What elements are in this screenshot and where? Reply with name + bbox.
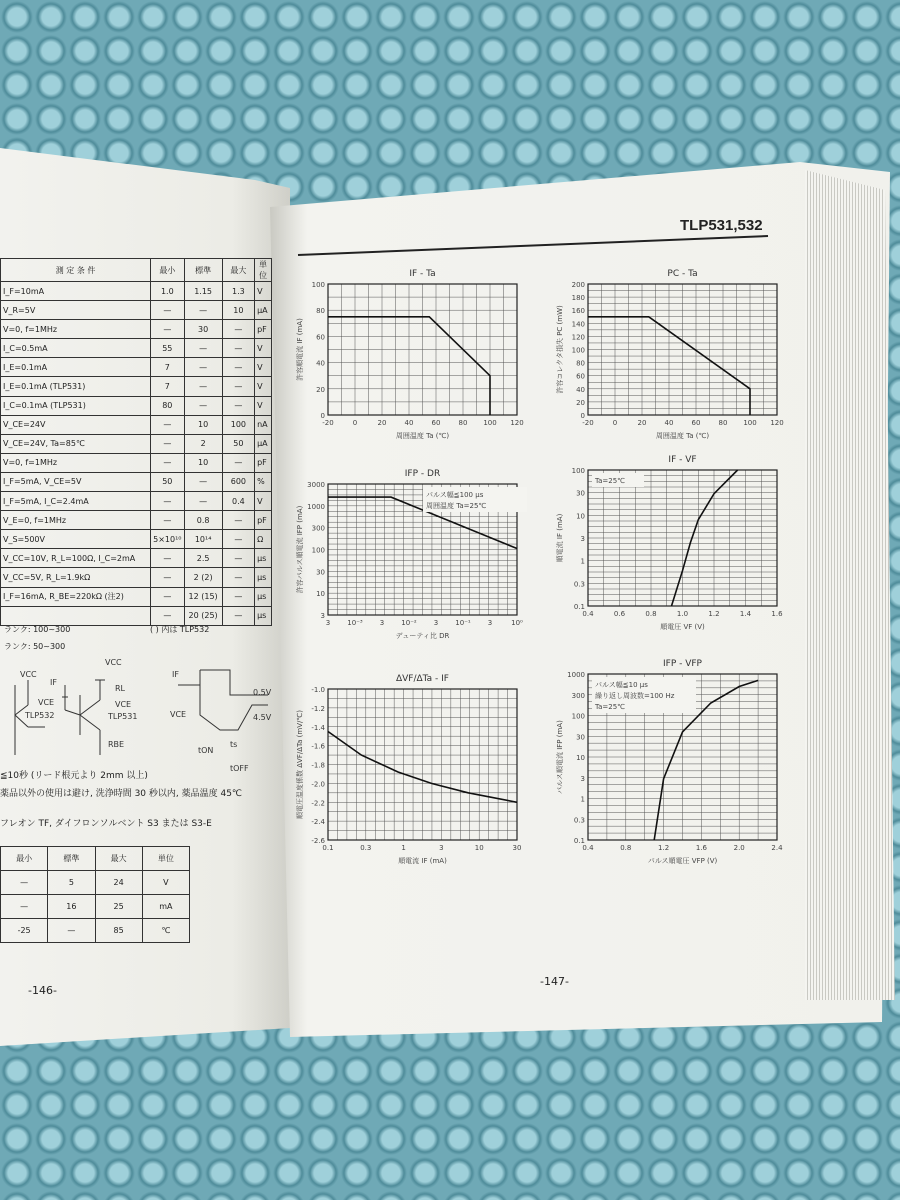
table-cell: 1.15 <box>184 282 222 301</box>
chart-ifp-vfp <box>552 652 797 872</box>
table-cell: — <box>151 587 184 606</box>
chart-title: IFP - VFP <box>663 659 702 669</box>
chart-grid <box>588 284 777 415</box>
x-tick-label: 1.2 <box>658 844 670 852</box>
label-rbe: RBE <box>108 740 125 749</box>
table-cell: V_R=5V <box>1 301 151 320</box>
y-tick-label: -2.4 <box>311 818 325 827</box>
table-row <box>1 358 272 377</box>
table-cell: 1.0 <box>151 282 184 301</box>
x-axis-label: 周囲温度 Ta (℃) <box>655 432 710 440</box>
spec-header-cell: 測 定 条 件 <box>1 259 151 282</box>
y-tick-label: 300 <box>311 524 325 533</box>
chart-title: IF - Ta <box>409 269 436 279</box>
table-cell: 12 (15) <box>184 587 222 606</box>
table-cell: — <box>151 434 184 453</box>
label-rl: RL <box>115 684 126 693</box>
table-row <box>1 434 272 453</box>
x-tick-label: 0 <box>612 419 618 427</box>
x-tick-label: 60 <box>431 419 441 427</box>
label-tlp531: TLP531 <box>108 712 138 721</box>
chart-title: PC - Ta <box>667 269 698 279</box>
table-cell: 7 <box>151 377 184 396</box>
spec-header-cell: 最小 <box>151 259 184 282</box>
y-tick-label: 180 <box>571 294 585 303</box>
table-row <box>1 871 190 895</box>
table-cell: — <box>151 549 184 568</box>
right-page-number: -147- <box>540 975 569 988</box>
table-row <box>1 301 272 320</box>
label-ts: ts <box>230 740 238 749</box>
table-cell: 0.4 <box>222 492 254 511</box>
x-tick-label: 10⁻² <box>401 619 417 627</box>
header-rule <box>298 230 773 260</box>
table-cell: μs <box>255 549 272 568</box>
table-row <box>1 377 272 396</box>
table-cell: V_CE=24V <box>1 415 151 434</box>
y-tick-label: 160 <box>571 307 585 316</box>
y-tick-label: 100 <box>571 346 585 355</box>
table-row <box>1 396 272 415</box>
y-tick-label: 140 <box>571 320 585 329</box>
x-tick-label: -20 <box>322 419 334 427</box>
y-tick-label: 60 <box>576 372 585 381</box>
x-tick-label: 10⁰ <box>511 619 523 627</box>
table-cell: — <box>184 358 222 377</box>
table-cell: V_CC=5V, R_L=1.9kΩ <box>1 568 151 587</box>
table-cell: V=0, f=1MHz <box>1 453 151 472</box>
y-tick-label: 3000 <box>307 481 325 489</box>
x-tick-label: 0.3 <box>360 844 372 852</box>
label-ton: tON <box>198 746 214 755</box>
y-tick-label: 80 <box>576 359 585 368</box>
table-cell: I_F=5mA, I_C=2.4mA <box>1 492 151 511</box>
chart-title: IFP - DR <box>404 469 441 479</box>
y-tick-label: 10 <box>576 512 585 521</box>
table-cell: V=0, f=1MHz <box>1 320 151 339</box>
table-cell: 16 <box>48 895 95 919</box>
y-tick-label: 0.3 <box>573 580 585 589</box>
table-cell: — <box>151 415 184 434</box>
table-cell: — <box>1 895 48 919</box>
operating-conditions-table <box>0 846 190 943</box>
x-tick-label: 100 <box>483 419 497 427</box>
x-tick-label: 3 <box>379 619 385 627</box>
y-tick-label: 60 <box>316 333 325 342</box>
table-cell: 2.5 <box>184 549 222 568</box>
x-tick-label: 120 <box>770 419 784 427</box>
y-tick-label: 0.1 <box>573 837 585 845</box>
table-cell: 10¹⁴ <box>184 530 222 549</box>
label-if: IF <box>50 678 57 687</box>
table-row <box>1 606 272 625</box>
table-cell: 2 <box>184 434 222 453</box>
small-header-cell: 標準 <box>48 847 95 871</box>
table-cell: — <box>222 549 254 568</box>
table-cell: μs <box>255 587 272 606</box>
table-cell: 50 <box>151 472 184 491</box>
y-tick-label: 0.1 <box>573 603 585 611</box>
table-cell: — <box>222 511 254 530</box>
table-cell: I_C=0.5mA <box>1 339 151 358</box>
table-cell: 7 <box>151 358 184 377</box>
table-cell: μs <box>255 568 272 587</box>
table-cell: — <box>151 511 184 530</box>
y-tick-label: 100 <box>311 281 325 289</box>
table-cell <box>1 606 151 625</box>
x-tick-label: 120 <box>510 419 524 427</box>
small-table-header <box>1 847 190 871</box>
x-tick-label: 3 <box>433 619 439 627</box>
x-tick-label: 40 <box>404 419 414 427</box>
table-cell: 5×10¹⁰ <box>151 530 184 549</box>
table-row <box>1 919 190 943</box>
chart-annotation: Ta=25℃ <box>595 477 626 485</box>
table-cell: μA <box>255 301 272 320</box>
table-cell: 600 <box>222 472 254 491</box>
spec-table-header <box>1 259 272 282</box>
y-tick-label: -1.0 <box>311 686 325 694</box>
chart-if-ta <box>292 262 537 447</box>
table-cell: V <box>255 339 272 358</box>
chart-grid <box>328 689 517 840</box>
y-tick-label: 0 <box>580 412 585 420</box>
table-cell: 10 <box>184 415 222 434</box>
y-axis-label: 順電流 IF (mA) <box>556 513 564 563</box>
x-tick-label: 0.1 <box>322 844 334 852</box>
table-cell: — <box>151 606 184 625</box>
table-row <box>1 895 190 919</box>
x-axis-label: パルス順電圧 VFP (V) <box>647 857 718 865</box>
table-cell: V_CC=10V, R_L=100Ω, I_C=2mA <box>1 549 151 568</box>
table-cell: ℃ <box>142 919 189 943</box>
label-vcc-1: VCC <box>20 670 37 679</box>
x-tick-label: 0.6 <box>613 610 626 618</box>
y-tick-label: -1.6 <box>311 742 325 751</box>
table-cell: — <box>222 587 254 606</box>
y-tick-label: 3 <box>580 535 585 543</box>
small-header-cell: 単位 <box>142 847 189 871</box>
chart-annotation: Ta=25℃ <box>595 703 626 711</box>
x-axis-label: 周囲温度 Ta (℃) <box>395 432 450 440</box>
chart-grid <box>328 284 517 415</box>
x-tick-label: 10 <box>474 844 484 852</box>
y-tick-label: 10 <box>316 590 325 599</box>
table-row <box>1 472 272 491</box>
table-cell: 85 <box>95 919 142 943</box>
y-tick-label: 100 <box>311 546 325 555</box>
table-cell: % <box>255 472 272 491</box>
label-vcc-2: VCC <box>105 658 122 667</box>
x-tick-label: 40 <box>664 419 674 427</box>
solvent-note: フレオン TF, ダイフロンソルベント S3 または S3-E <box>0 819 212 829</box>
x-tick-label: 1.0 <box>676 610 689 618</box>
chart-annotation: パルス幅≦10 μs <box>595 681 648 689</box>
chart-annotation: 周囲温度 Ta=25℃ <box>426 502 487 510</box>
label-0-5v: 0.5V <box>253 688 272 697</box>
y-tick-label: -1.4 <box>311 723 325 732</box>
y-tick-label: 10 <box>576 754 585 762</box>
y-tick-label: 80 <box>316 307 325 316</box>
table-cell: pF <box>255 320 272 339</box>
table-row <box>1 492 272 511</box>
table-cell: μA <box>255 434 272 453</box>
table-cell: V <box>255 377 272 396</box>
spec-table <box>0 258 272 626</box>
table-cell: — <box>48 919 95 943</box>
x-tick-label: 1.4 <box>739 610 752 618</box>
x-tick-label: 10⁻¹ <box>455 619 471 627</box>
rank-note-2: ランク: 50~300 <box>4 642 66 651</box>
x-tick-label: 30 <box>512 844 522 852</box>
label-vce-2: VCE <box>115 700 132 709</box>
table-cell: — <box>151 568 184 587</box>
table-cell: I_E=0.1mA (TLP531) <box>1 377 151 396</box>
table-cell: pF <box>255 511 272 530</box>
table-row <box>1 568 272 587</box>
y-tick-label: 3 <box>320 612 325 620</box>
table-cell: — <box>222 530 254 549</box>
table-cell: I_C=0.1mA (TLP531) <box>1 396 151 415</box>
table-cell: V_CE=24V, Ta=85℃ <box>1 434 151 453</box>
table-cell: — <box>151 320 184 339</box>
left-page-number: -146- <box>28 984 57 997</box>
chart-title: ΔVF/ΔTa - IF <box>395 674 450 684</box>
table-cell: 30 <box>184 320 222 339</box>
y-tick-label: 120 <box>571 333 585 342</box>
table-cell: V <box>255 396 272 415</box>
chart-pc-ta <box>552 262 797 447</box>
table-cell: — <box>222 606 254 625</box>
test-circuit-diagrams <box>0 655 280 775</box>
x-tick-label: 1.2 <box>708 610 720 618</box>
table-cell: 24 <box>95 871 142 895</box>
table-cell: — <box>184 301 222 320</box>
y-tick-label: 0 <box>320 412 325 420</box>
x-tick-label: 10⁻³ <box>347 619 363 627</box>
y-axis-label: 許容コレクタ損失 PC (mW) <box>556 305 564 394</box>
label-4-5v: 4.5V <box>253 713 272 722</box>
y-tick-label: 20 <box>576 398 585 407</box>
x-tick-label: 20 <box>377 419 387 427</box>
x-tick-label: 80 <box>458 419 468 427</box>
table-cell: 80 <box>151 396 184 415</box>
x-axis-label: 順電圧 VF (V) <box>660 623 705 631</box>
x-tick-label: 0.4 <box>582 610 594 618</box>
table-cell: V_S=500V <box>1 530 151 549</box>
wash-note: 薬品以外の使用は避け, 洗浄時間 30 秒以内, 薬品温度 45℃ <box>0 789 243 799</box>
y-tick-label: 300 <box>571 691 585 700</box>
table-cell: 20 (25) <box>184 606 222 625</box>
table-cell: 0.8 <box>184 511 222 530</box>
table-cell: Ω <box>255 530 272 549</box>
chart-title: IF - VF <box>668 455 697 465</box>
x-axis-label: デューティ比 DR <box>395 632 450 640</box>
table-cell: — <box>184 396 222 415</box>
x-tick-label: 1.6 <box>771 610 783 618</box>
table-cell: V <box>255 358 272 377</box>
x-tick-label: 3 <box>325 619 331 627</box>
table-cell: — <box>151 453 184 472</box>
x-tick-label: 2.0 <box>733 844 745 852</box>
y-axis-label: 許容順電流 IF (mA) <box>296 318 304 381</box>
table-cell: — <box>222 568 254 587</box>
y-tick-label: 20 <box>316 385 325 394</box>
small-header-cell: 最大 <box>95 847 142 871</box>
x-tick-label: 20 <box>637 419 647 427</box>
table-row <box>1 339 272 358</box>
table-cell: μs <box>255 606 272 625</box>
table-row <box>1 549 272 568</box>
x-tick-label: 1.6 <box>695 844 707 852</box>
table-cell: — <box>222 396 254 415</box>
label-tlp532: TLP532 <box>25 711 55 720</box>
table-cell: 55 <box>151 339 184 358</box>
table-cell: V <box>255 282 272 301</box>
spec-header-cell: 最大 <box>222 259 254 282</box>
table-cell: V <box>142 871 189 895</box>
y-tick-label: 200 <box>571 281 585 289</box>
y-tick-label: 1 <box>580 795 585 804</box>
label-if-2: IF <box>172 670 179 679</box>
page-edges <box>805 170 895 1000</box>
table-cell: 25 <box>95 895 142 919</box>
x-axis-label: 順電流 IF (mA) <box>398 857 447 865</box>
chart-if-vf <box>552 448 797 638</box>
table-cell: nA <box>255 415 272 434</box>
x-tick-label: 0.4 <box>582 844 594 852</box>
y-tick-label: -1.2 <box>311 704 325 713</box>
table-row <box>1 282 272 301</box>
y-tick-label: 0.3 <box>573 816 585 825</box>
table-cell: V_E=0, f=1MHz <box>1 511 151 530</box>
table-cell: 50 <box>222 434 254 453</box>
table-cell: I_F=16mA, R_BE=220kΩ (注2) <box>1 587 151 606</box>
table-cell: I_F=10mA <box>1 282 151 301</box>
x-tick-label: 80 <box>718 419 728 427</box>
table-cell: — <box>222 377 254 396</box>
table-cell: — <box>151 492 184 511</box>
y-tick-label: 40 <box>316 359 325 368</box>
part-number-header: TLP531,532 <box>680 217 763 234</box>
chart-ifp-dr <box>292 462 537 647</box>
table-cell: V <box>255 492 272 511</box>
y-tick-label: 40 <box>576 385 585 394</box>
table-cell: — <box>184 472 222 491</box>
x-tick-label: 100 <box>743 419 757 427</box>
table-cell: I_E=0.1mA <box>1 358 151 377</box>
table-cell: — <box>184 339 222 358</box>
y-axis-label: 許容パルス順電流 IFP (mA) <box>296 505 304 594</box>
x-tick-label: 1 <box>401 844 406 852</box>
paren-note: ( ) 内は TLP532 <box>150 625 210 634</box>
y-tick-label: 1 <box>580 557 585 566</box>
chart-annotation: 繰り返し周波数=100 Hz <box>595 692 675 700</box>
y-tick-label: 3 <box>580 774 585 783</box>
table-row <box>1 530 272 549</box>
table-row <box>1 453 272 472</box>
table-cell: pF <box>255 453 272 472</box>
table-row <box>1 415 272 434</box>
y-tick-label: -2.0 <box>311 780 325 789</box>
rank-note-1: ランク: 100~300 <box>4 625 71 634</box>
table-cell: 5 <box>48 871 95 895</box>
spec-header-cell: 単位 <box>255 259 272 282</box>
chart-dvf-ta <box>292 667 537 872</box>
x-tick-label: 3 <box>487 619 493 627</box>
table-row <box>1 511 272 530</box>
table-cell: — <box>222 453 254 472</box>
y-tick-label: 30 <box>576 733 585 742</box>
table-cell: — <box>222 358 254 377</box>
table-row <box>1 320 272 339</box>
y-axis-label: パルス順電流 IFP (mA) <box>556 720 564 794</box>
x-tick-label: 0.8 <box>645 610 657 618</box>
table-cell: — <box>222 320 254 339</box>
y-tick-label: 30 <box>316 568 325 577</box>
y-tick-label: 30 <box>576 489 585 498</box>
table-cell: -25 <box>1 919 48 943</box>
label-vce-3: VCE <box>170 710 187 719</box>
y-tick-label: -2.2 <box>311 799 325 808</box>
chart-annotation: パルス幅≦100 μs <box>426 491 484 499</box>
y-axis-label: 順電圧温度係数 ΔVF/ΔTa (mV/℃) <box>296 710 304 819</box>
small-header-cell: 最小 <box>1 847 48 871</box>
solder-note: ≦10秒 (リード根元より 2mm 以上) <box>0 771 148 781</box>
chart-grid <box>588 470 777 606</box>
y-tick-label: 1000 <box>567 671 585 679</box>
x-tick-label: 3 <box>439 844 444 852</box>
x-tick-label: 0 <box>352 419 358 427</box>
label-vce-1: VCE <box>38 698 55 707</box>
x-tick-label: -20 <box>582 419 594 427</box>
table-cell: mA <box>142 895 189 919</box>
table-cell: 2 (2) <box>184 568 222 587</box>
table-cell: 10 <box>184 453 222 472</box>
table-cell: 100 <box>222 415 254 434</box>
table-cell: — <box>151 301 184 320</box>
table-cell: — <box>1 871 48 895</box>
y-tick-label: 100 <box>571 712 585 721</box>
y-tick-label: 100 <box>571 467 585 475</box>
x-tick-label: 0.8 <box>620 844 632 852</box>
x-tick-label: 60 <box>691 419 701 427</box>
table-cell: 1.3 <box>222 282 254 301</box>
table-cell: — <box>222 339 254 358</box>
table-cell: — <box>184 377 222 396</box>
y-tick-label: -2.6 <box>311 837 325 845</box>
spec-header-cell: 標準 <box>184 259 222 282</box>
x-tick-label: 2.4 <box>771 844 783 852</box>
table-row <box>1 587 272 606</box>
table-cell: I_F=5mA, V_CE=5V <box>1 472 151 491</box>
table-cell: 10 <box>222 301 254 320</box>
label-toff: tOFF <box>230 764 249 773</box>
table-cell: — <box>184 492 222 511</box>
y-tick-label: 1000 <box>307 502 325 511</box>
y-tick-label: -1.8 <box>311 761 325 770</box>
